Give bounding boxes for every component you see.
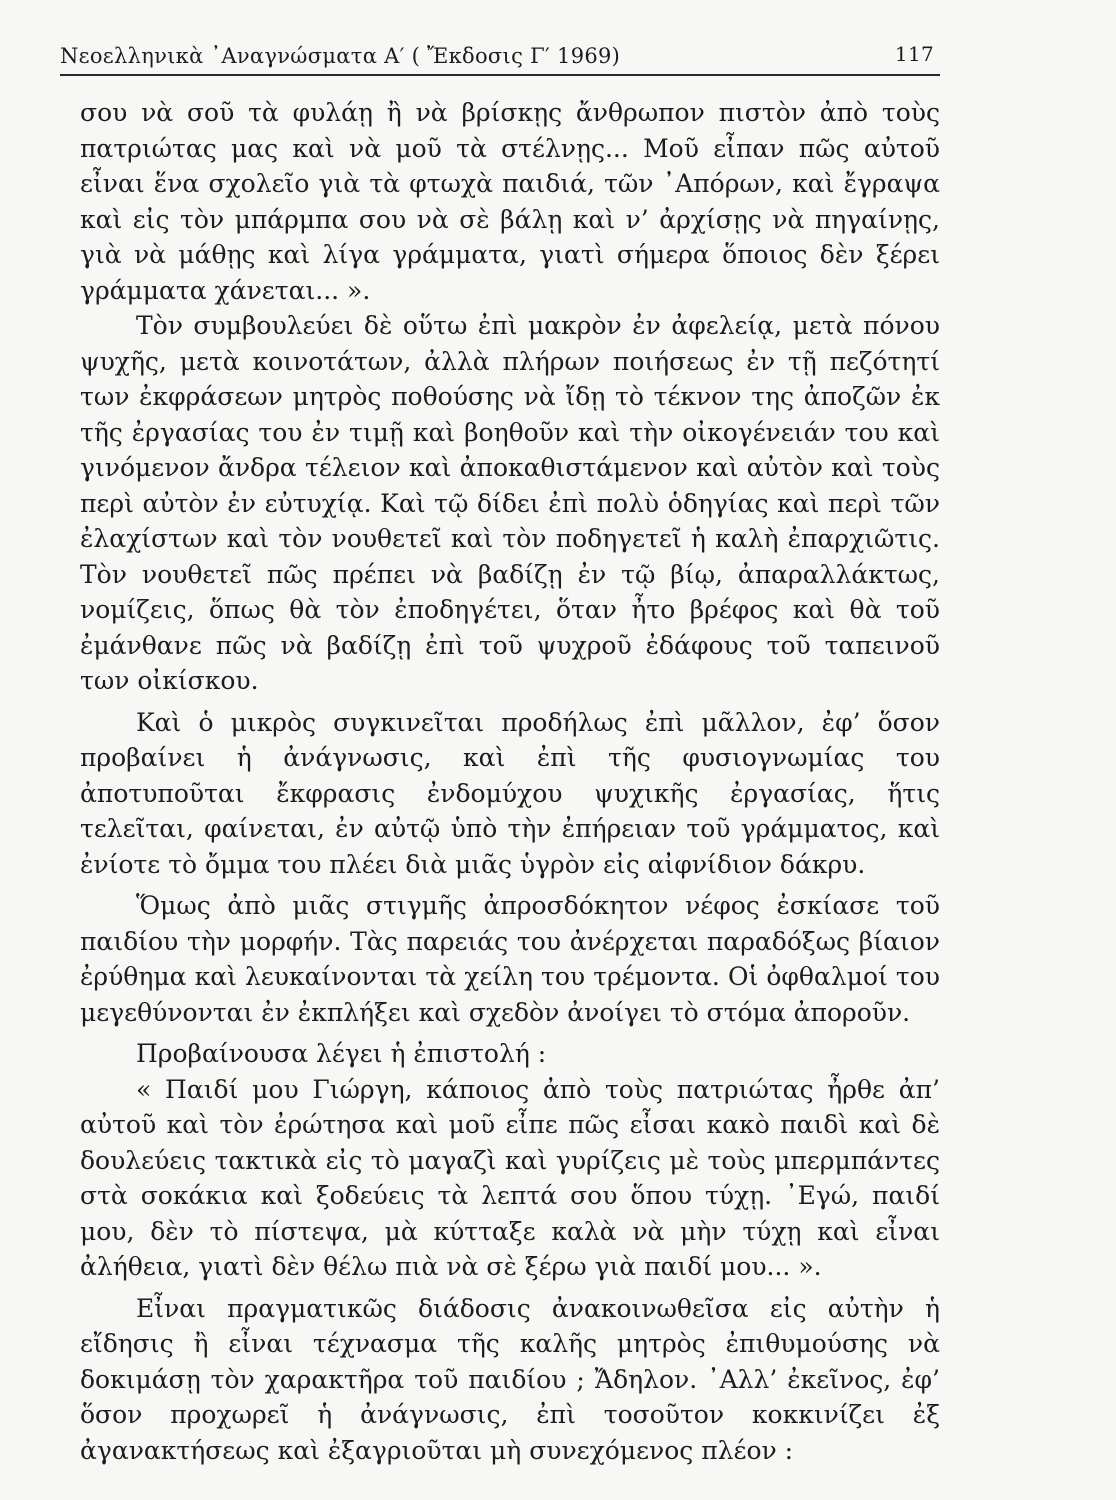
paragraph-letter-continuation: σου νὰ σοῦ τὰ φυλάῃ ἢ νὰ βρίσκῃς ἄνθρωπον πιστὸν ἀπὸ τοὺς πατριώτας μας καὶ νὰ μοῦ τὰ στέλνῃς... Μοῦ εἶπαν πῶς αὐτοῦ εἶναι ἕνα σχολεῖο γιὰ τὰ φτωχὰ παιδιά, τῶν ᾿Απόρων, καὶ ἔγραψα καὶ εἰς τὸν μπάρμπα σου νὰ σὲ βάλῃ καὶ ν’ ἀρχίσῃς νὰ πηγαίνῃς, γιὰ νὰ μάθῃς καὶ λίγα γράμματα, γιατὶ σήμερα ὅποιος δὲν ξέρει γράμματα χάνεται... ». [80,98,940,305]
running-title: Νεοελληνικὰ ᾿Αναγνώσματα Α′ ( Ἔκδοσις Γ′ 1969) [60,44,621,68]
paragraph-boy-moved: Καὶ ὁ μικρὸς συγκινεῖται προδήλως ἐπὶ μᾶλλον, ἐφ’ ὅσον προβαίνει ἡ ἀνάγνωσις, καὶ ἐπὶ τῆς φυσιογνωμίας του ἀποτυποῦται ἔκφρασις ἐνδομύχου ψυχικῆς ἐργασίας, ἥτις τελεῖται, φαίνεται, ἐν αὐτῷ ὑπὸ τὴν ἐπήρειαν τοῦ γράμματος, καὶ ἐνίοτε τὸ ὄμμα του πλέει διὰ μιᾶς ὑγρὸν εἰς αἰφνίδιον δάκρυ. [80,707,940,879]
paragraph-quoted-letter: « Παιδί μου Γιώργη, κάποιος ἀπὸ τοὺς πατριώτας ἦρθε ἀπ’ αὐτοῦ καὶ τὸν ἐρώτησα καὶ μοῦ εἶπε πῶς εἶσαι κακὸ παιδὶ καὶ δὲ δουλεύεις τακτικὰ εἰς τὸ μαγαζὶ καὶ γυρίζεις μὲ τοὺς μπερμπάντες στὰ σοκάκια καὶ ξοδεύεις τὰ λεπτά σου ὅπου τύχῃ. ᾿Εγώ, παιδί μου, δὲν τὸ πίστεψα, μὰ κύτταξε καλὰ νὰ μὴν τύχῃ καὶ εἶναι ἀλήθεια, γιατὶ δὲν θέλω πιὰ νὰ σὲ ξέρω γιὰ παιδί μου... ». [80,1074,940,1281]
paragraph-rumor-or-trick: Εἶναι πραγματικῶς διάδοσις ἀνακοινωθεῖσα εἰς αὐτὴν ἡ εἴδησις ἢ εἶναι τέχνασμα τῆς καλῆς μητρὸς ἐπιθυμούσης νὰ δοκιμάσῃ τὸν χαρακτῆρα τοῦ παιδίου ; Ἄδηλον. ᾿Αλλ’ ἐκεῖνος, ἐφ’ ὅσον προχωρεῖ ἡ ἀνάγνωσις, ἐπὶ τοσοῦτον κοκκινίζει ἐξ ἀγανακτήσεως καὶ ἐξαγριοῦται μὴ συνεχόμενος πλέον : [80,1293,940,1465]
text-body [80,95,940,1468]
page-number: 117 [894,42,934,66]
paragraph-sudden-cloud: Ὅμως ἀπὸ μιᾶς στιγμῆς ἀπροσδόκητον νέφος ἐσκίασε τοῦ παιδίου τὴν μορφήν. Τὰς παρειάς του ἀνέρχεται παραδόξως βίαιον ἐρύθημα καὶ λευκαίνονται τὰ χείλη του τρέμοντα. Οἱ ὀφθαλμοί του μεγεθύνονται ἐν ἐκπλήξει καὶ σχεδὸν ἀνοίγει τὸ στόμα ἀποροῦν. [80,891,940,1027]
paragraph-letter-continues: Προβαίνουσα λέγει ἡ ἐπιστολή : [136,1039,547,1068]
running-head [60,34,940,76]
paragraph-mother-advice: Τὸν συμβουλεύει δὲ οὕτω ἐπὶ μακρὸν ἐν ἀφελείᾳ, μετὰ πόνου ψυχῆς, μετὰ κοινοτάτων, ἀλλὰ πλήρων ποιήσεως ἐν τῇ πεζότητί των ἐκφράσεων μητρὸς ποθούσης νὰ ἴδῃ τὸ τέκνον της ἀποζῶν ἐκ τῆς ἐργασίας του ἐν τιμῇ καὶ βοηθοῦν καὶ τὴν οἰκογένειάν του καὶ γινόμενον ἄνδρα τέλειον καὶ ἀποκαθιστάμενον καὶ αὐτὸν καὶ τοὺς περὶ αὐτὸν ἐν εὐτυχίᾳ. Καὶ τῷ δίδει ἐπὶ πολὺ ὁδηγίας καὶ περὶ τῶν ἐλαχίστων καὶ τὸν νουθετεῖ καὶ τὸν ποδηγετεῖ ἡ καλὴ ἐπαρχιῶτις. Τὸν νουθετεῖ πῶς πρέπει νὰ βαδίζῃ ἐν τῷ βίῳ, ἀπαραλλάκτως, νομίζεις, ὅπως θὰ τὸν ἐποδηγέτει, ὅταν ἦτο βρέφος καὶ θὰ τοῦ ἐμάνθανε πῶς νὰ βαδίζῃ ἐπὶ τοῦ ψυχροῦ ἐδάφους τοῦ ταπεινοῦ των οἰκίσκου. [80,311,940,695]
